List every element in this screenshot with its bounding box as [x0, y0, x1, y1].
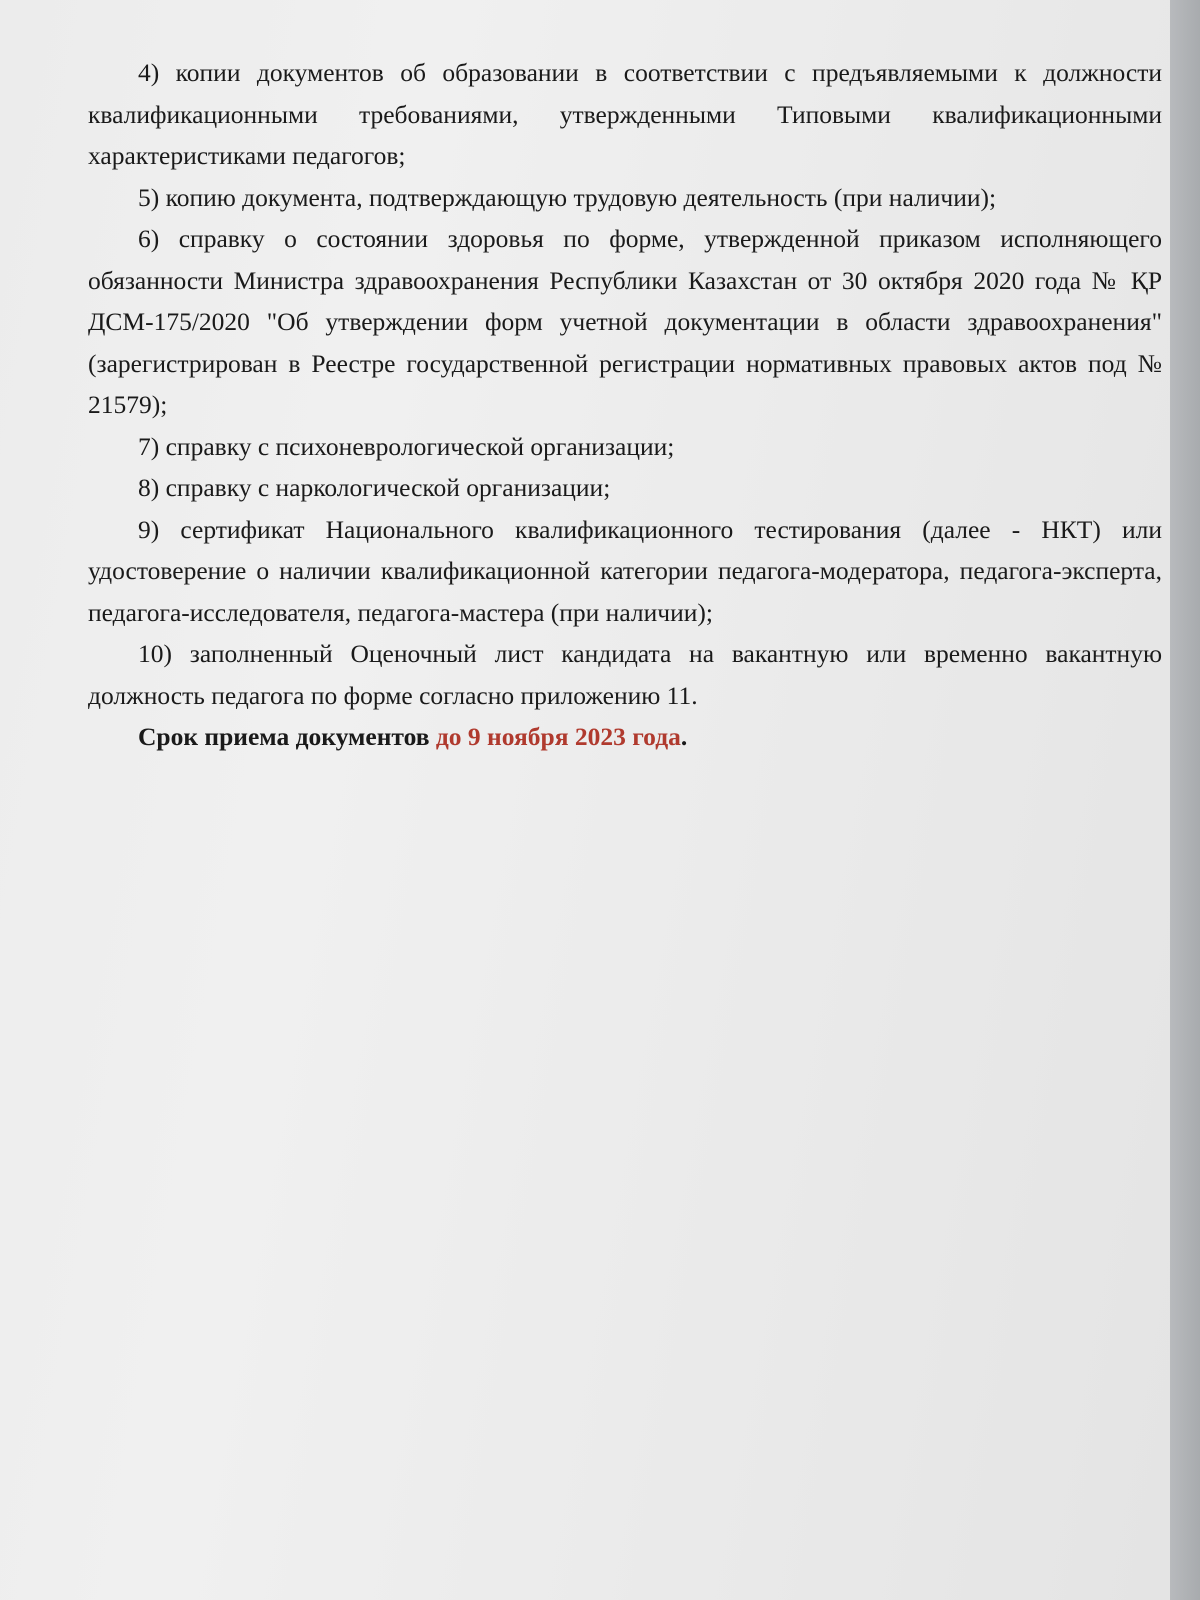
list-item-5: 5) копию документа, подтверждающую трудовую деятельность (при наличии); — [138, 182, 997, 212]
document-body — [88, 52, 1162, 758]
background-edge — [1170, 0, 1200, 1600]
list-item-6: 6) справку о состоянии здоровья по форме, утвержденной приказом исполняющего обязанности Министра здравоохранения Республики Казахстан от 30 октября 2020 года № ҚР ДСМ-175/2020 "Об утверждении форм учетной документации в области здравоохранения" (зарегистрирован в Реестре государственной регистрации нормативных правовых актов под № 21579); — [88, 224, 1162, 419]
list-item-10: 10) заполненный Оценочный лист кандидата на вакантную или временно вакантную должность педагога по форме согласно приложению 11. — [88, 639, 1162, 710]
list-item-4: 4) копии документов об образовании в соответствии с предъявляемыми к должности квалификационными требованиями, утвержденными Типовыми квалификационными характеристиками педагогов; — [88, 58, 1162, 170]
deadline-label: Срок приема документов — [138, 722, 430, 751]
list-item-7: 7) справку с психоневрологической организации; — [138, 431, 675, 461]
list-item-8: 8) справку с наркологической организации; — [138, 473, 611, 502]
deadline-date: до 9 ноября 2023 года — [435, 722, 681, 751]
deadline-line — [88, 716, 1162, 758]
list-item-9: 9) сертификат Национального квалификационного тестирования (далее - НКТ) или удостоверение о наличии квалификационной категории педагога-модератора, педагога-эксперта, педагога-исследователя, педагога-мастера (при наличии); — [88, 514, 1162, 627]
deadline-period: . — [680, 722, 688, 751]
